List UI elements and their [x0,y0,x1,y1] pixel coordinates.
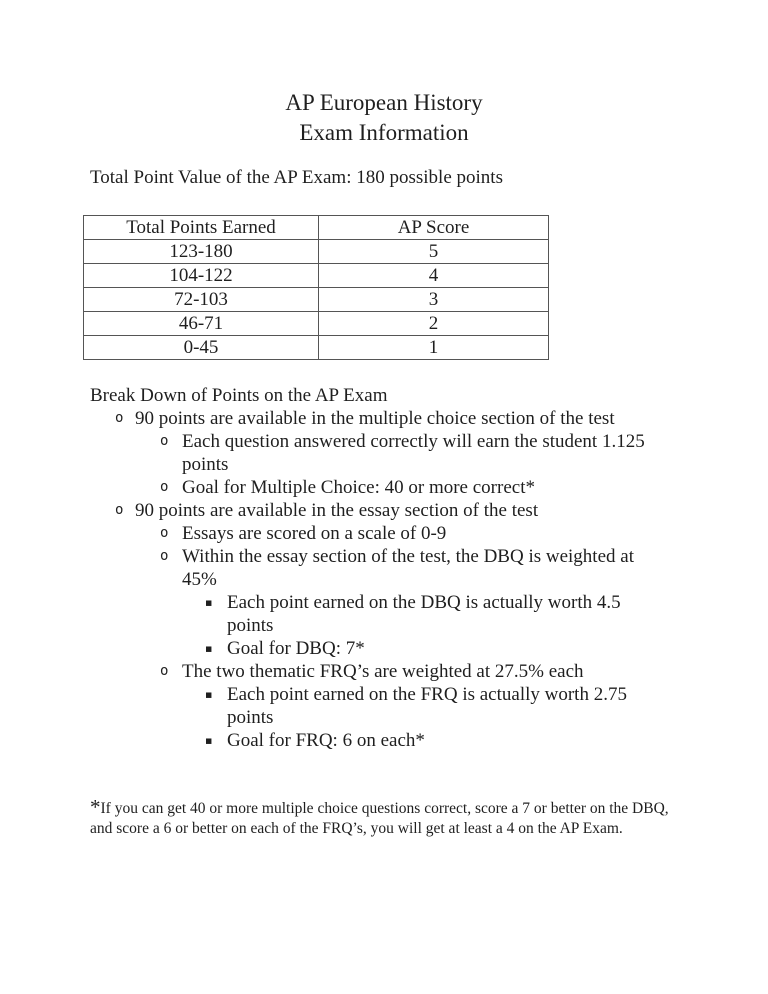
score-table [83,215,549,360]
list-item-text: Each point earned on the FRQ is actually worth 2.75 [227,684,627,705]
list-item [90,499,645,522]
table-row [84,312,549,336]
list-item-wrap-line [90,614,645,637]
circle-bullet-icon: o [160,479,169,495]
list-item [90,407,645,430]
circle-bullet-icon: o [160,525,169,541]
list-item-text: points [227,707,274,728]
list-item [90,591,645,614]
circle-bullet-icon: o [160,433,169,449]
points-range-cell: 72-103 [84,288,319,312]
list-item-text: 45% [182,569,217,590]
list-item [90,545,645,568]
footnote-asterisk: * [90,795,101,819]
points-range-cell: 123-180 [84,240,319,264]
list-item-text: 90 points are available in the essay section of the test [135,500,539,521]
list-item-text: Each question answered correctly will earn the student 1.125 [182,431,645,452]
list-item-text: The two thematic FRQ’s are weighted at 27.5% each [182,661,584,682]
table-row [84,240,549,264]
list-item [90,729,645,752]
list-item-text: points [182,454,229,475]
list-item-wrap-line [90,453,645,476]
list-item-wrap-line [90,568,645,591]
ap-score-cell: 3 [319,288,549,312]
list-item [90,522,645,545]
table-row [84,264,549,288]
circle-bullet-icon: o [115,502,124,518]
score-table-body [84,240,549,360]
square-bullet-icon: ▪ [205,688,213,701]
list-item-text: points [227,615,274,636]
list-item-text: Goal for DBQ: 7* [227,638,365,659]
list-item [90,430,645,453]
points-range-cell: 46-71 [84,312,319,336]
score-table-header-score: AP Score [319,216,549,240]
bullet-list [90,407,645,752]
circle-bullet-icon: o [160,548,169,564]
footnote-text: and score a 6 or better on each of the FRQ’s, you will get at least a 4 on the AP Exam. [90,820,623,837]
score-table-header-points: Total Points Earned [84,216,319,240]
table-row [84,336,549,360]
square-bullet-icon: ▪ [205,734,213,747]
footnote-text: If you can get 40 or more multiple choice questions correct, score a 7 or better on the DBQ, [100,800,669,817]
list-item-text: Each point earned on the DBQ is actually worth 4.5 [227,592,621,613]
list-item-text: Goal for Multiple Choice: 40 or more correct* [182,477,535,498]
footnote [90,797,669,839]
footnote-line [90,819,669,839]
circle-bullet-icon: o [160,663,169,679]
breakdown-section [90,384,645,752]
list-item [90,660,645,683]
points-range-cell: 0-45 [84,336,319,360]
list-item-text: 90 points are available in the multiple choice section of the test [135,408,615,429]
ap-score-cell: 2 [319,312,549,336]
square-bullet-icon: ▪ [205,596,213,609]
list-item-wrap-line [90,706,645,729]
score-table-header-row [84,216,549,240]
ap-score-cell: 4 [319,264,549,288]
breakdown-heading: Break Down of Points on the AP Exam [90,385,388,406]
list-item [90,683,645,706]
ap-score-cell: 5 [319,240,549,264]
title-line-2: Exam Information [299,120,469,145]
intro-text: Total Point Value of the AP Exam: 180 possible points [90,167,503,188]
list-item-text: Within the essay section of the test, the DBQ is weighted at [182,546,634,567]
list-item [90,476,645,499]
square-bullet-icon: ▪ [205,642,213,655]
title-line-1: AP European History [285,90,483,115]
list-item-text: Goal for FRQ: 6 on each* [227,730,425,751]
footnote-line [90,797,669,819]
table-row [84,288,549,312]
points-range-cell: 104-122 [84,264,319,288]
list-item-text: Essays are scored on a scale of 0-9 [182,523,447,544]
ap-score-cell: 1 [319,336,549,360]
list-item [90,637,645,660]
page-title [0,88,768,148]
circle-bullet-icon: o [115,410,124,426]
